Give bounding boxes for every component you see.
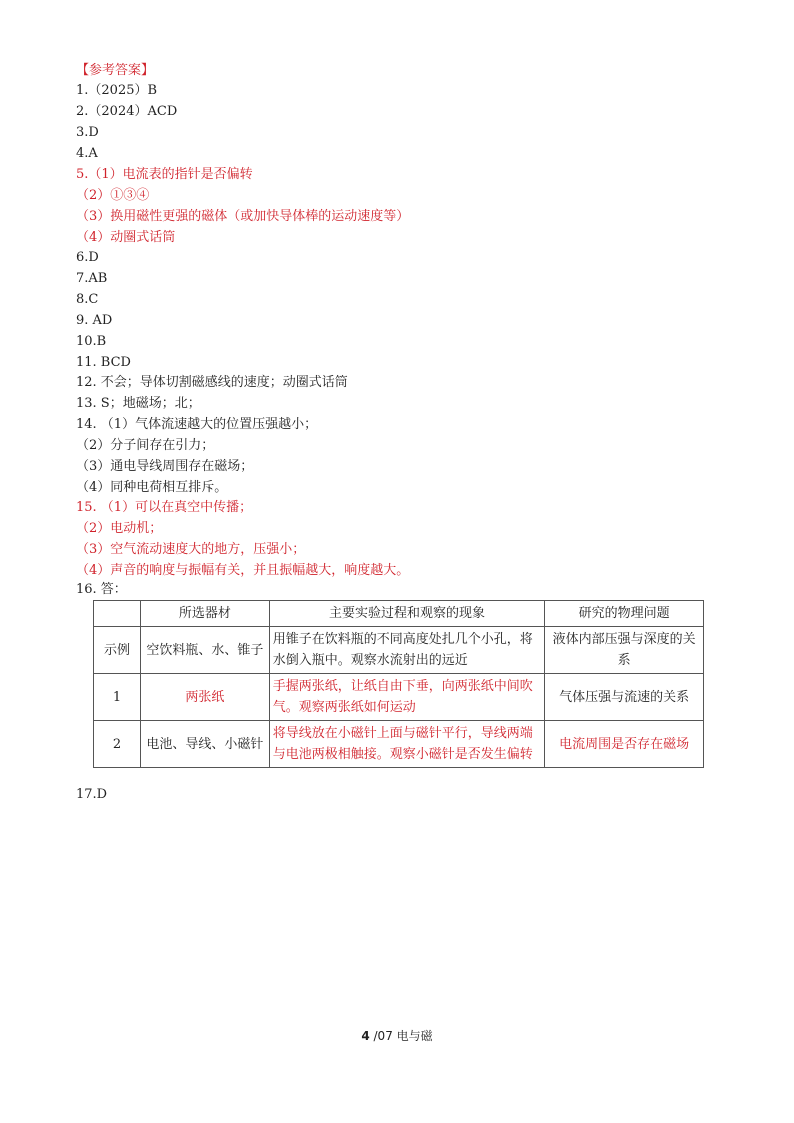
- answer-10: 10.B: [76, 334, 107, 349]
- answer-14-part-2: （2）分子间存在引力；: [76, 438, 215, 453]
- answer-17: 17.D: [76, 787, 108, 802]
- answer-2: 2.（2024）ACD: [76, 104, 178, 119]
- answer-12: 12. 不会；导体切割磁感线的速度；动圈式话筒: [76, 375, 348, 390]
- footer-chapter: /07 电与磁: [369, 1029, 433, 1043]
- answer-15-part-3: （3）空气流动速度大的地方，压强小；: [76, 542, 306, 557]
- table-header-cell: [94, 601, 141, 627]
- answer-11: 11. BCD: [76, 355, 131, 370]
- answer-5-part-2: （2）①③④: [76, 188, 150, 203]
- table-row: [94, 674, 704, 721]
- table-cell: 1: [94, 674, 141, 721]
- table-row: [94, 627, 704, 674]
- answer-13: 13. S；地磁场；北；: [76, 396, 201, 411]
- table-cell: 液体内部压强与深度的关系: [545, 627, 704, 674]
- table-cell: 电池、导线、小磁针: [140, 721, 269, 768]
- table-cell: 将导线放在小磁针上面与磁针平行，导线两端与电池两极相触接。观察小磁针是否发生偏转: [269, 721, 545, 768]
- answer-6: 6.D: [76, 250, 99, 265]
- experiment-table: [93, 600, 704, 768]
- answer-8: 8.C: [76, 292, 99, 307]
- table-cell: 2: [94, 721, 141, 768]
- answer-15-part-4: （4）声音的响度与振幅有关，并且振幅越大，响度越大。: [76, 563, 410, 578]
- answer-14-part-3: （3）通电导线周围存在磁场；: [76, 459, 254, 474]
- answer-1: 1.（2025）B: [76, 83, 158, 98]
- answer-16: 16. 答：: [76, 582, 127, 597]
- table-cell: 用锥子在饮料瓶的不同高度处扎几个小孔，将水倒入瓶中。观察水流射出的远近: [269, 627, 545, 674]
- answer-15-part-2: （2）电动机；: [76, 521, 163, 536]
- table-cell: 示例: [94, 627, 141, 674]
- table-header-cell: 主要实验过程和观察的现象: [269, 601, 545, 627]
- table-cell: 气体压强与流速的关系: [545, 674, 704, 721]
- answer-heading: 【参考答案】: [76, 63, 155, 78]
- answer-3: 3.D: [76, 125, 99, 140]
- answer-5-part-4: （4）动圈式话筒: [76, 230, 176, 245]
- answer-14-part-4: （4）同种电荷相互排斥。: [76, 480, 228, 495]
- table-cell: 两张纸: [140, 674, 269, 721]
- page-footer: [0, 1027, 794, 1044]
- table-cell: 手握两张纸，让纸自由下垂，向两张纸中间吹气。观察两张纸如何运动: [269, 674, 545, 721]
- answer-7: 7.AB: [76, 271, 108, 286]
- table-header-cell: 研究的物理问题: [545, 601, 704, 627]
- answer-5-part-1: 5.（1）电流表的指针是否偏转: [76, 167, 253, 182]
- table-cell: 电流周围是否存在磁场: [545, 721, 704, 768]
- answer-9: 9. AD: [76, 313, 113, 328]
- answer-4: 4.A: [76, 146, 98, 161]
- answer-15-part-1: 15. （1）可以在真空中传播；: [76, 500, 253, 515]
- table-row: [94, 721, 704, 768]
- table-cell: 空饮料瓶、水、锥子: [140, 627, 269, 674]
- answer-5-part-3: （3）换用磁性更强的磁体（或加快导体棒的运动速度等）: [76, 209, 410, 224]
- page-number: 4: [361, 1029, 370, 1043]
- table-header-cell: 所选器材: [140, 601, 269, 627]
- answer-14-part-1: 14. （1）气体流速越大的位置压强越小；: [76, 417, 318, 432]
- table-header-row: [94, 601, 704, 627]
